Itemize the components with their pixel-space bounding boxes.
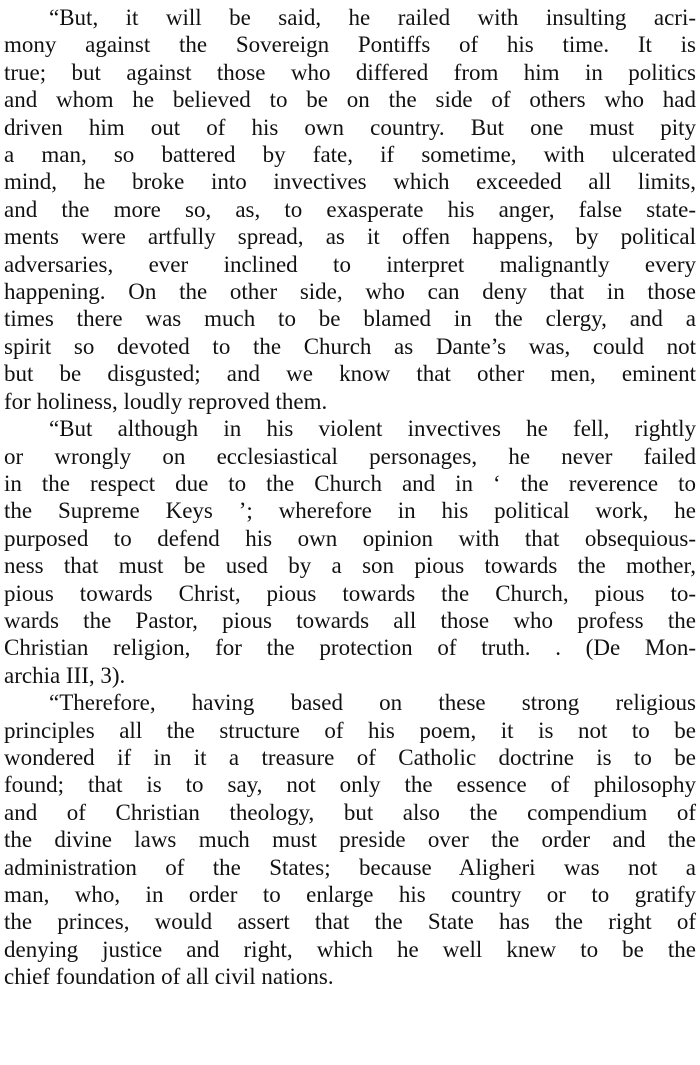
text-line: and of Christian theology, but also the compendium of [4, 799, 696, 825]
text-line: or wrongly on ecclesiastical personages, he never failed [4, 443, 696, 469]
text-line: the divine laws much must preside over the order and the [4, 827, 696, 853]
text-line: pious towards Christ, pious towards the Church, pious to- [4, 580, 696, 606]
text-line: Christian religion, for the protection of truth. . (De Mon- [4, 635, 696, 661]
text-line: for holiness, loudly reproved them. [4, 388, 328, 414]
text-line: ments were artfully spread, as it offen happens, by political [4, 224, 696, 250]
text-body [4, 4, 696, 991]
text-line: times there was much to be blamed in the clergy, and a [4, 306, 696, 332]
text-line: “Therefore, having based on these strong religious [49, 690, 696, 716]
text-line: principles all the structure of his poem, it is not to be [4, 717, 696, 743]
text-line: wondered if in it a treasure of Catholic doctrine is to be [4, 744, 696, 770]
text-line: “But, it will be said, he railed with insulting acri- [49, 5, 696, 30]
text-line: the Supreme Keys ’; wherefore in his political work, he [4, 498, 696, 524]
paragraph [4, 689, 696, 990]
text-line: and whom he believed to be on the side of others who had [4, 87, 696, 113]
paragraph [4, 415, 696, 689]
text-line: spirit so devoted to the Church as Dante’s was, could not [4, 333, 696, 359]
text-line: in the respect due to the Church and in ‘ the reverence to [4, 470, 696, 496]
text-line: purposed to defend his own opinion with that obsequious- [4, 525, 696, 551]
paragraph [4, 4, 696, 415]
text-line: mind, he broke into invectives which exceeded all limits, [4, 169, 696, 195]
text-line: man, who, in order to enlarge his country or to gratify [4, 882, 696, 907]
text-line: administration of the States; because Aligheri was not a [4, 854, 696, 880]
text-line: and the more so, as, to exasperate his anger, false state- [4, 196, 696, 222]
text-line: “But although in his violent invectives he fell, rightly [49, 416, 696, 442]
text-line: denying justice and right, which he well knew to be the [4, 936, 696, 962]
text-line: happening. On the other side, who can deny that in those [4, 279, 696, 305]
text-line: archia III, 3). [4, 662, 126, 688]
text-line: driven him out of his own country. But one must pity [4, 114, 696, 140]
text-line: ness that must be used by a son pious towards the mother, [4, 553, 696, 579]
text-line: mony against the Sovereign Pontiffs of his time. It is [4, 32, 696, 58]
text-line: found; that is to say, not only the essence of philosophy [4, 772, 696, 798]
text-line: a man, so battered by fate, if sometime, with ulcerated [4, 142, 696, 168]
text-line: wards the Pastor, pious towards all those who profess the [4, 607, 696, 633]
text-line: but be disgusted; and we know that other men, eminent [4, 361, 696, 387]
text-line: true; but against those who differed from him in politics [4, 59, 696, 85]
text-line: adversaries, ever inclined to interpret malignantly every [4, 251, 696, 277]
text-line: chief foundation of all civil nations. [4, 964, 334, 990]
text-line: the princes, would assert that the State has the right of [4, 909, 696, 935]
